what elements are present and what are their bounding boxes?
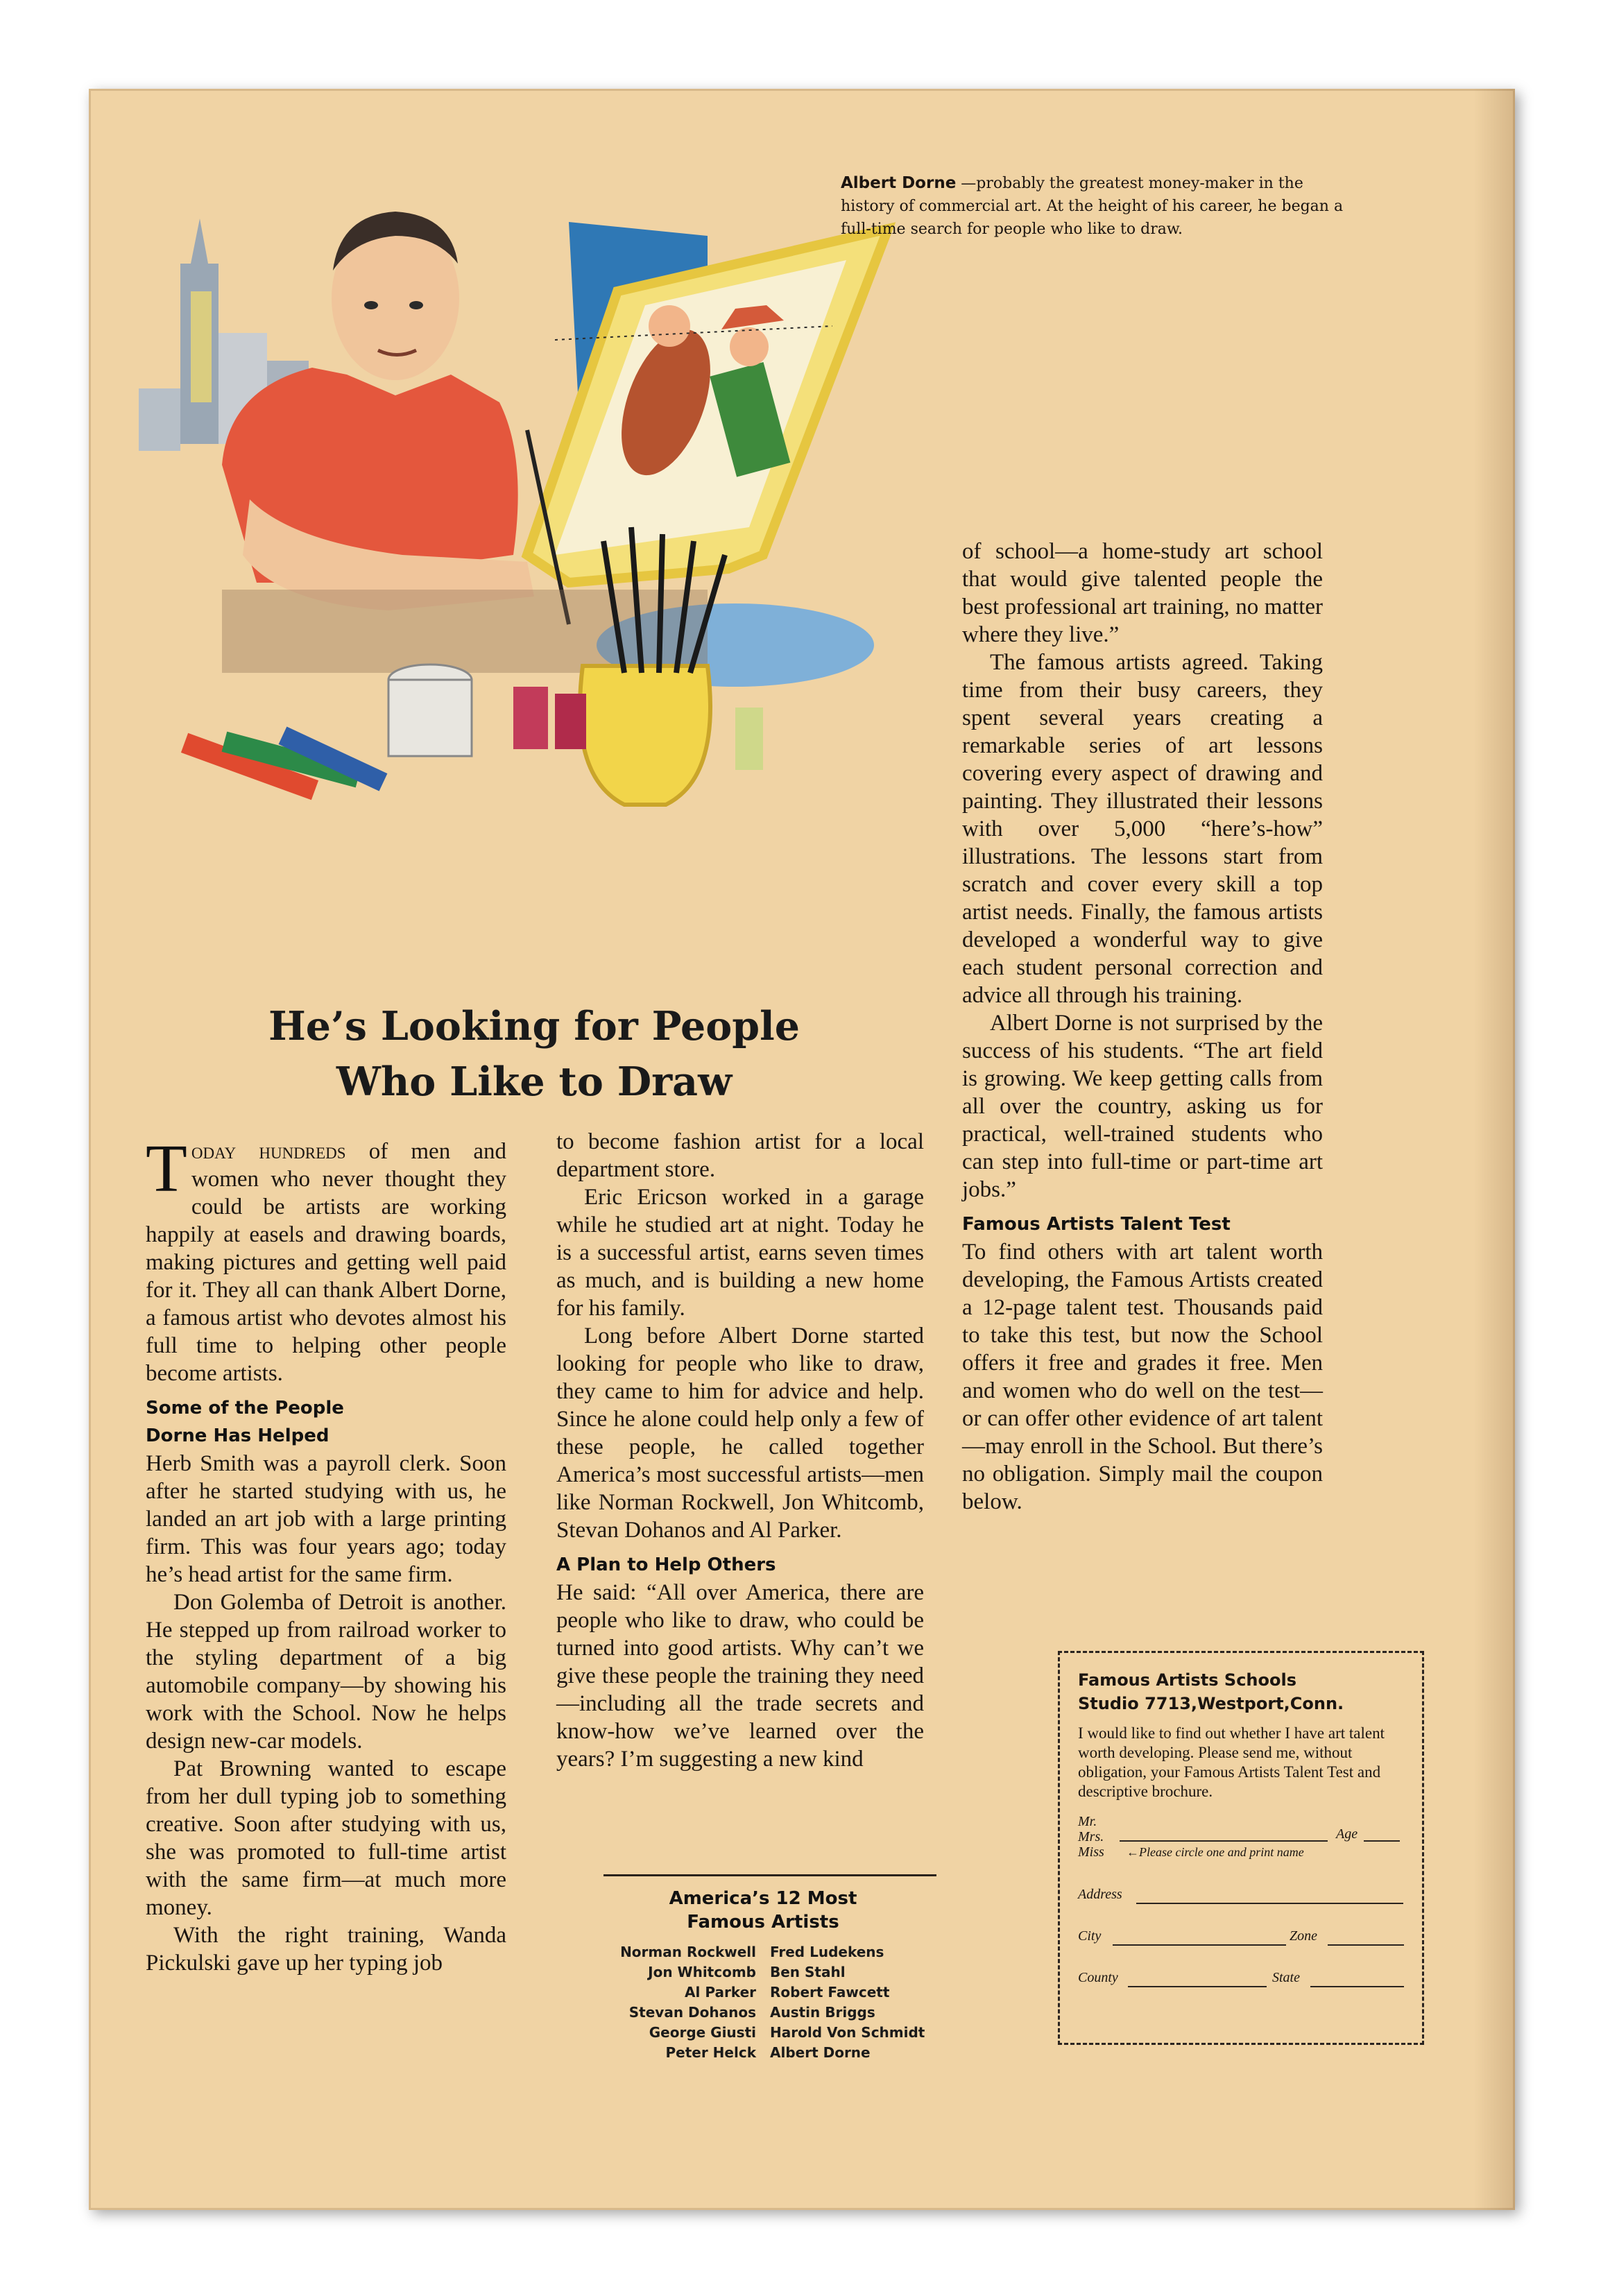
drop-cap: T (146, 1131, 187, 1206)
caption-body: —probably the greatest money-maker in the history of commercial art. At the height of his career, he began a full-time search for people who like to draw. (841, 175, 1344, 238)
paragraph-he-said: He said: “All over America, there are people who like to draw, who could be turned into good artists. Why can’t we give these people the training they need—including all the trade secrets and know-how we’ve learned over the years? I’m suggesting a new kind (556, 1580, 924, 1772)
city-zone-field[interactable] (1078, 1922, 1404, 1950)
paragraph-wanda-pickulski: With the right training, Wanda Pickulski gave up her typing job (146, 1923, 506, 1976)
mail-in-coupon[interactable] (1058, 1651, 1424, 2045)
artist-name: Norman Rockwell (620, 1944, 756, 1960)
page-edge-shadow (1473, 89, 1515, 2210)
subheading-talent-test: Famous Artists Talent Test (962, 1214, 1231, 1235)
caption-lead: Albert Dorne (841, 174, 957, 192)
divider-rule (603, 1874, 936, 1876)
paragraph-eric-ericson: Eric Ericson worked in a garage while he studied art at night. Today he is a successful artist, earns seven times as much, and is building a new home for his family. (556, 1185, 924, 1321)
artist-name: Ben Stahl (770, 1964, 846, 1980)
artist-name: Harold Von Schmidt (770, 2024, 925, 2041)
famous-title-line-2: Famous Artists (687, 1912, 839, 1933)
column-left (146, 1131, 507, 1977)
county-state-field[interactable] (1078, 1964, 1404, 1991)
subheading-line-1: Some of the People (146, 1398, 344, 1419)
artist-name: Albert Dorne (770, 2044, 871, 2061)
paragraph-pat-browning: Pat Browning wanted to escape from her dull typing job to something creative. Soon after studying with us, she was promoted to full-time artist with the same firm—at much more money. (146, 1756, 506, 1920)
subheading-line-2: Dorne Has Helped (146, 1425, 329, 1446)
paragraph-don-golemba: Don Golemba of Detroit is another. He stepped up from railroad worker to the styling department of a big automobile company—by showing his work with the School. Now he helps design new-car models. (146, 1590, 506, 1754)
title-miss[interactable]: Miss (1078, 1844, 1104, 1860)
county-label: County (1078, 1970, 1118, 1985)
artist-name: Austin Briggs (770, 2004, 875, 2021)
list-item (569, 1982, 971, 2003)
artist-name: Robert Fawcett (770, 1984, 890, 2001)
famous-title-line-1: America’s 12 Most (669, 1888, 857, 1909)
headline (187, 999, 881, 1110)
artist-name: Jon Whitcomb (648, 1964, 756, 1980)
subheading-plan: A Plan to Help Others (556, 1554, 776, 1575)
coupon-body: I would like to find out whether I have art talent worth developing. Please send me, without obligation, your Famous Artists Talent Test and descriptive brochure. (1078, 1724, 1385, 1800)
column-right (962, 538, 1323, 1516)
brush-jar (580, 666, 710, 805)
artist-name: Stevan Dohanos (628, 2004, 756, 2021)
list-item (569, 1962, 971, 1982)
list-item (569, 1942, 971, 1962)
name-line (1120, 1840, 1328, 1842)
state-label: State (1272, 1970, 1300, 1985)
age-label: Age (1336, 1826, 1358, 1842)
name-field[interactable] (1078, 1814, 1404, 1867)
title-mr[interactable]: Mr. (1078, 1814, 1097, 1829)
column-middle (556, 1128, 924, 1773)
paragraph-long-before: Long before Albert Dorne started looking for people who like to draw, they came to him for advice and help. Since he alone could help only a few of these people, he called together America’s most successful artists—men like Norman Rockwell, Jon Whitcomb, Stevan Dohanos and Al Parker. (556, 1323, 924, 1543)
paragraph-fashion-artist: to become fashion artist for a local department store. (556, 1129, 924, 1182)
famous-artists-list (569, 1942, 971, 2063)
title-mrs[interactable]: Mrs. (1078, 1829, 1104, 1844)
city-label: City (1078, 1928, 1102, 1944)
list-item (569, 2023, 971, 2043)
list-item (569, 2003, 971, 2023)
intro-text: of men and women who never thought they could be artists are working happily at easels and drawing boards, making pictures and getting well paid for it. They all can thank Albert Dorne, a famous artist who devotes almost his full time to helping other people become artists. (146, 1139, 507, 1386)
paint-tubes (181, 727, 388, 800)
subheading-people-helped (146, 1394, 506, 1450)
paragraph-herb-smith: Herb Smith was a payroll clerk. Soon after he started studying with us, he landed an art job with a large printing firm. This was four years ago; today he’s head artist for the same firm. (146, 1451, 506, 1587)
coupon-title-2: Studio 7713,Westport,Conn. (1078, 1694, 1344, 1713)
state-line[interactable] (1310, 1986, 1404, 1987)
county-line[interactable] (1128, 1986, 1267, 1987)
headline-line-1: He’s Looking for People (268, 1003, 800, 1050)
artist-name: Peter Helck (665, 2044, 756, 2061)
zone-line[interactable] (1328, 1944, 1404, 1946)
age-line[interactable] (1364, 1840, 1400, 1842)
paragraph-artists-agreed: The famous artists agreed. Taking time from their busy careers, they spent several years creating a remarkable series of art lessons covering every aspect of drawing and painting. They illustrated their lessons with over 5,000 “here’s-how” illustrations. The lessons start from scratch and cover every skill a top artist needs. Finally, the famous artists developed a wonderful way to give each student personal correction and advice all through his training. (962, 650, 1323, 1008)
famous-artists-title (569, 1887, 957, 1934)
zone-label: Zone (1290, 1928, 1317, 1944)
albert-dorne-illustration (139, 139, 936, 936)
intro-smallcaps: oday hundreds (191, 1139, 346, 1164)
address-field[interactable] (1078, 1881, 1404, 1908)
city-line[interactable] (1113, 1944, 1286, 1946)
artist-name: George Giusti (649, 2024, 756, 2041)
circle-note: ←Please circle one and print name (1127, 1845, 1304, 1859)
paragraph-find-others: To find others with art talent worth developing, the Famous Artists created a 12-page talent test. Thousands paid to take this test, but now the School offers it free and grades it free. Men and women who do well on the test—or can offer other evidence of art talent—may enroll in the School. But there’s no obligation. Simply mail the coupon below. (962, 1240, 1323, 1514)
coupon-title-1: Famous Artists Schools (1078, 1670, 1296, 1690)
paragraph-not-surprised: Albert Dorne is not surprised by the success of his students. “The art field is growing. We keep getting calls from all over the country, asking us for practical, well-trained students who can step into full-time or part-time art jobs.” (962, 1011, 1323, 1202)
paragraph-of-school: of school—a home-study art school that would give talented people the best professional art training, no matter where they live.” (962, 539, 1323, 647)
paragraph-intro (146, 1131, 507, 1387)
illustration-caption (841, 172, 1354, 241)
headline-line-2: Who Like to Draw (336, 1059, 733, 1105)
artist-name: Fred Ludekens (770, 1944, 884, 1960)
list-item (569, 2043, 971, 2063)
address-label: Address (1078, 1887, 1122, 1902)
artist-name: Al Parker (685, 1984, 756, 2001)
address-line[interactable] (1136, 1903, 1403, 1904)
